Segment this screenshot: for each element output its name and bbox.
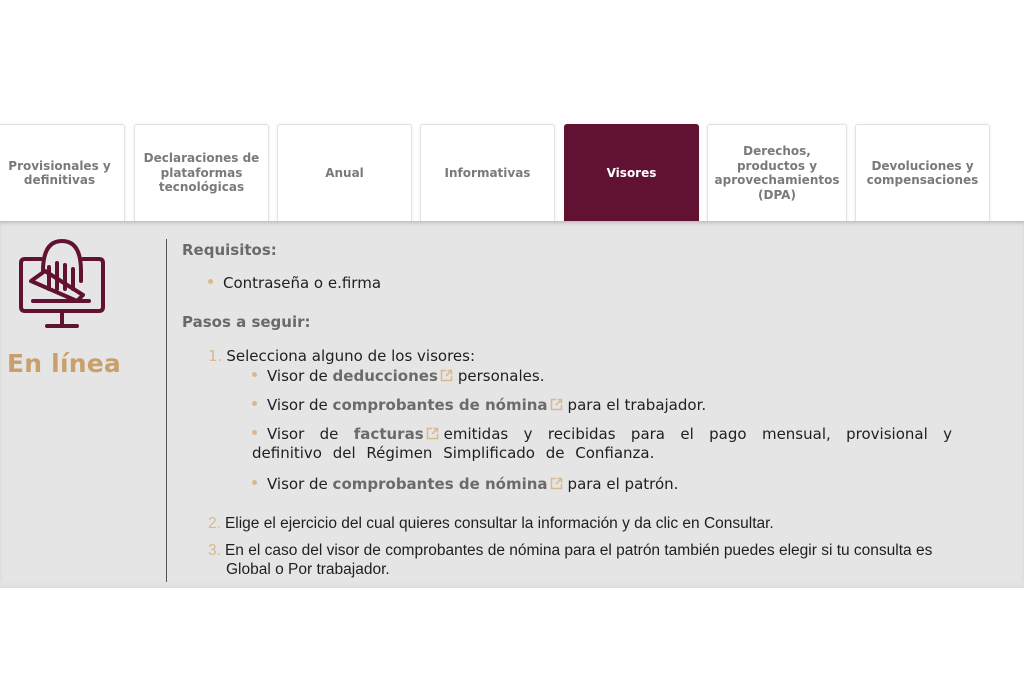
tab-label: Derechos, productos y aprovechamientos (DPA) bbox=[714, 144, 840, 202]
bullet-icon bbox=[252, 401, 257, 406]
bullet-icon bbox=[252, 430, 257, 435]
viewer-suffix: para el patrón. bbox=[567, 475, 679, 493]
viewer-item-deducciones bbox=[252, 367, 544, 386]
computer-hand-vote-icon bbox=[17, 237, 107, 332]
tab-label: Anual bbox=[325, 165, 364, 180]
viewer-item-nomina-trabajador bbox=[252, 396, 706, 415]
tab-label: Provisionales y definitivas bbox=[8, 158, 111, 187]
tab-label: Devoluciones y compensaciones bbox=[866, 158, 979, 187]
tab-declaraciones-plataformas[interactable] bbox=[134, 124, 269, 221]
tab-visores[interactable] bbox=[564, 124, 699, 221]
tab-derechos-dpa[interactable] bbox=[707, 124, 847, 221]
requirement-item bbox=[208, 274, 381, 292]
panel-bottom-edge bbox=[0, 582, 1024, 588]
step-2 bbox=[208, 514, 774, 533]
tab-anual[interactable] bbox=[277, 124, 412, 221]
bullet-icon bbox=[252, 480, 257, 485]
viewer-prefix: Visor de bbox=[267, 475, 333, 493]
steps-heading: Pasos a seguir: bbox=[182, 313, 311, 331]
requirements-heading: Requisitos: bbox=[182, 241, 277, 259]
viewer-suffix: personales. bbox=[457, 367, 545, 385]
step-number: 1. bbox=[208, 347, 223, 365]
step-text: En el caso del visor de comprobantes de nómina para el patrón también puedes elegir si tu consulta es Global o Por trabajador. bbox=[224, 542, 933, 578]
tab-bar bbox=[0, 124, 1024, 221]
tab-content-panel bbox=[0, 221, 1024, 588]
viewer-item-facturas bbox=[252, 425, 952, 463]
step-number: 3. bbox=[208, 542, 221, 559]
tab-label: Informativas bbox=[444, 165, 531, 180]
bullet-icon bbox=[252, 372, 257, 377]
bullet-icon bbox=[208, 279, 213, 284]
step-1 bbox=[208, 347, 475, 366]
tab-informativas[interactable] bbox=[420, 124, 555, 221]
external-link-icon[interactable] bbox=[550, 398, 563, 411]
external-link-icon[interactable] bbox=[550, 477, 563, 490]
facturas-link[interactable]: facturas bbox=[353, 425, 424, 443]
viewer-prefix: Visor de bbox=[267, 425, 354, 443]
step-3 bbox=[208, 541, 956, 579]
viewer-suffix: para el trabajador. bbox=[567, 396, 707, 414]
tab-label: Declaraciones de plataformas tecnológicas bbox=[143, 151, 260, 195]
viewer-prefix: Visor de bbox=[267, 396, 333, 414]
tab-provisionales-y-definitivas[interactable] bbox=[0, 124, 125, 221]
step-text: Elige el ejercicio del cual quieres consultar la información y da clic en Consultar. bbox=[224, 515, 774, 532]
step-number: 2. bbox=[208, 515, 221, 532]
viewer-prefix: Visor de bbox=[267, 367, 333, 385]
channel-label: En línea bbox=[7, 349, 121, 378]
viewer-suffix: emitidas y recibidas para el pago mensual, provisional y definitivo del Régimen Simplificado de Confianza. bbox=[252, 425, 953, 462]
viewer-item-nomina-patron bbox=[252, 475, 678, 494]
external-link-icon[interactable] bbox=[426, 427, 439, 440]
tab-devoluciones-compensaciones[interactable] bbox=[855, 124, 990, 221]
vertical-divider bbox=[166, 239, 167, 588]
comprobantes-nomina-patron-link[interactable]: comprobantes de nómina bbox=[332, 475, 548, 493]
requirement-text: Contraseña o e.firma bbox=[223, 274, 382, 292]
deducciones-link[interactable]: deducciones bbox=[332, 367, 438, 385]
external-link-icon[interactable] bbox=[440, 369, 453, 382]
tab-label: Visores bbox=[606, 165, 657, 180]
comprobantes-nomina-trabajador-link[interactable]: comprobantes de nómina bbox=[332, 396, 548, 414]
channel-sidebar bbox=[0, 221, 166, 588]
step-text: Selecciona alguno de los visores: bbox=[226, 347, 476, 365]
